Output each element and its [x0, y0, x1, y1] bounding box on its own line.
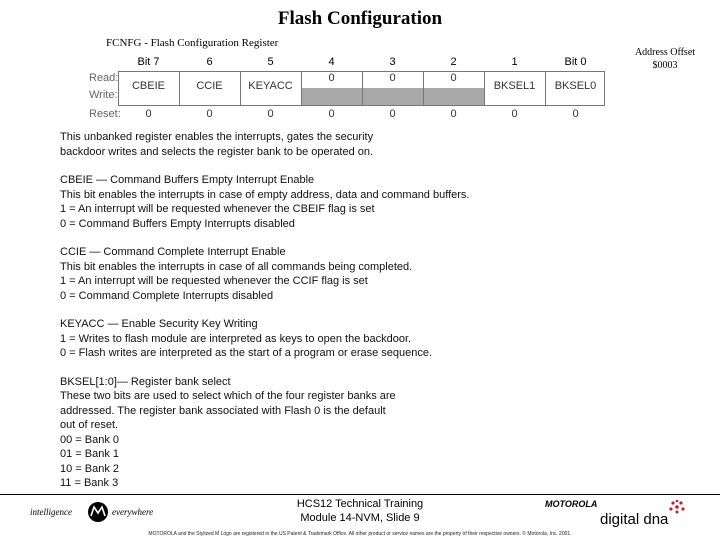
row-label-write: Write: [89, 89, 118, 101]
text-line: 0 = Flash writes are interpreted as the start of a program or erase sequence. [60, 347, 433, 359]
slide-title: Flash Configuration [277, 8, 443, 29]
paragraph-bksel [60, 375, 660, 491]
bit-field-keyacc: KEYACC [248, 80, 293, 92]
bit-header: 5 [267, 56, 274, 68]
legal-notice: MOTOROLA and the Stylized M Logo are registered in the US Patent & Trademark Office. All other product or service names are the property of their respective owners. © Motorola, Inc. 2001. [148, 531, 572, 537]
brand-left-word-2: everywhere [112, 507, 154, 517]
reset-value: 0 [267, 108, 274, 120]
text-line: This bit enables the interrupts in case of all commands being completed. [60, 260, 413, 273]
reset-value: 0 [328, 108, 335, 120]
text-line: 0 = Command Complete Interrupts disabled [60, 289, 274, 302]
reset-value: 0 [572, 108, 579, 120]
bit-field-cbeie: CBEIE [131, 80, 165, 92]
text-line: 10 = Bank 2 [60, 462, 120, 475]
reset-value: 0 [206, 108, 213, 120]
brand-left-word-1: intelligence [30, 507, 72, 517]
bit-header: 3 [389, 56, 396, 68]
text-line: 1 = An interrupt will be requested whenever the CBEIF flag is set [60, 203, 375, 215]
reset-value: 0 [389, 108, 396, 120]
text-line: KEYACC — Enable Security Key Writing [60, 318, 258, 330]
bit-field-ccie: CCIE [196, 80, 223, 92]
footer-line-1: HCS12 Technical Training [296, 498, 424, 510]
text-line: backdoor writes and selects the register bank to be operated on. [60, 145, 374, 158]
text-line: 1 = Writes to flash module are interpreted as keys to open the backdoor. [60, 332, 412, 345]
address-offset-value: $0003 [652, 60, 678, 71]
reset-value: 0 [450, 108, 457, 120]
text-line: 0 = Command Buffers Empty Interrupts disabled [60, 217, 295, 230]
bit-header: Bit 0 [564, 56, 587, 68]
text-line: This bit enables the interrupts in case of empty address, data and command buffers. [60, 188, 470, 201]
register-name: FCNFG - Flash Configuration Register [106, 37, 279, 49]
text-line: 00 = Bank 0 [60, 433, 120, 446]
text-line: These two bits are used to select which of the four register banks are [60, 390, 396, 402]
register-description [60, 130, 660, 505]
text-line: 01 = Bank 1 [60, 448, 120, 460]
paragraph-ccie [60, 245, 660, 303]
footer-line-2: Module 14-NVM, Slide 9 [300, 512, 420, 524]
bit-field-read-zero: 0 [389, 72, 396, 84]
text-line: 11 = Bank 3 [60, 477, 119, 489]
paragraph-intro [60, 130, 660, 159]
bit-header: Bit 7 [137, 56, 160, 68]
brand-right-word-bottom: digital dna [600, 511, 669, 527]
row-label-reset: Reset: [89, 108, 121, 120]
text-line: BKSEL[1:0]— Register bank select [60, 375, 231, 388]
paragraph-cbeie [60, 173, 660, 231]
bit-header: 2 [450, 56, 457, 68]
reset-value: 0 [145, 108, 152, 120]
text-line: CBEIE — Command Buffers Empty Interrupt Enable [60, 174, 315, 186]
text-line: CCIE — Command Complete Interrupt Enable [60, 246, 286, 258]
reset-value: 0 [511, 108, 518, 120]
text-line: addressed. The register bank associated with Flash 0 is the default [60, 404, 386, 417]
bit-field-bksel0: BKSEL0 [554, 80, 597, 92]
footer-course-info [250, 497, 470, 525]
address-offset-label: Address Offset [634, 47, 696, 58]
paragraph-keyacc [60, 317, 660, 361]
brand-right-word-top: MOTOROLA [545, 499, 598, 509]
text-line: 1 = An interrupt will be requested whenever the CCIF flag is set [60, 275, 368, 287]
text-line: out of reset. [60, 419, 119, 431]
bit-field-bksel1: BKSEL1 [493, 80, 536, 92]
bit-field-read-zero: 0 [450, 72, 457, 84]
footer-divider [0, 494, 720, 495]
motorola-digital-dna-logo [545, 497, 695, 527]
bit-header: 1 [511, 56, 518, 68]
address-offset [620, 46, 710, 72]
text-line: This unbanked register enables the interrupts, gates the security [60, 131, 374, 143]
dna-burst-icon [669, 500, 684, 514]
row-label-read: Read: [89, 72, 119, 84]
bit-header: 4 [328, 56, 335, 68]
bit-field-read-zero: 0 [328, 72, 335, 84]
intelligence-everywhere-logo [30, 500, 190, 524]
bit-header: 6 [206, 56, 213, 68]
